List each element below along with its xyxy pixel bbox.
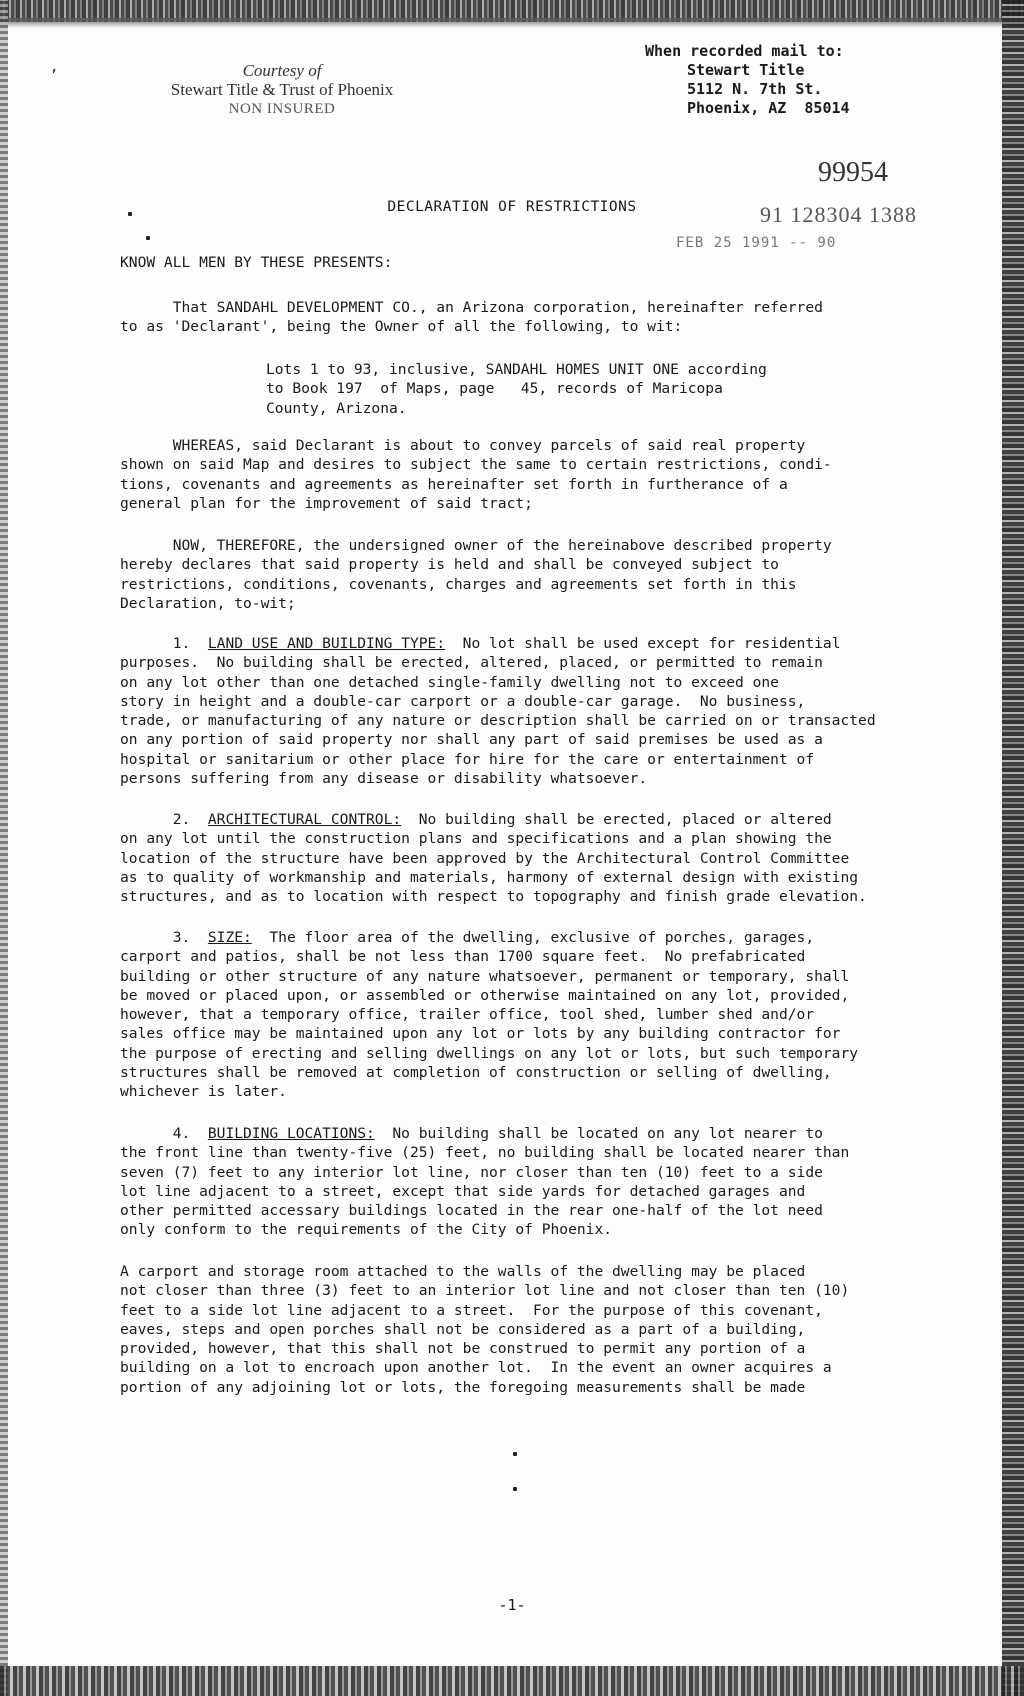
text-line: Declaration, to-wit; (120, 594, 296, 612)
text-line: as to quality of workmanship and materials, harmony of external design with existing (120, 868, 859, 886)
text-line: whichever is later. (120, 1083, 287, 1101)
text-line: not closer than three (3) feet to an interior lot line and not closer than ten (10) (120, 1282, 850, 1300)
text-line: on any lot until the construction plans and specifications and a plan showing the (120, 830, 832, 848)
text-line: the purpose of erecting and selling dwellings on any lot or lots, but such temporary (120, 1044, 859, 1062)
section-first-line (120, 810, 970, 829)
text-line: only conform to the requirements of the City of Phoenix. (120, 1221, 613, 1239)
mail-to-heading: When recorded mail to: (645, 42, 844, 60)
section-number: 4. (120, 1125, 208, 1142)
text-line: to as 'Declarant', being the Owner of all the following, to wit: (120, 318, 683, 336)
section-building-locations (120, 1124, 970, 1240)
mail-to-block (645, 42, 850, 118)
section-first-text: No building shall be erected, placed or altered (401, 811, 832, 828)
intro-line: KNOW ALL MEN BY THESE PRESENTS: (120, 254, 393, 271)
text-line: County, Arizona. (266, 399, 407, 417)
text-line: building or other structure of any nature whatsoever, permanent or temporary, shall (120, 967, 850, 985)
text-line: eaves, steps and open porches shall not be considered as a part of a building, (120, 1320, 806, 1338)
scan-edge-bottom (0, 1666, 1024, 1696)
scan-edge-right (1002, 0, 1024, 1696)
text-line: lot line adjacent to a street, except that side yards for detached garages and (120, 1182, 806, 1200)
para-declarant (120, 298, 970, 337)
punch-dot (513, 1487, 517, 1491)
para-lots (266, 360, 866, 418)
text-line: hospital or sanitarium or other place for hire for the care or entertainment of (120, 750, 815, 768)
recording-number-stamp: 91 128304 1388 (760, 202, 917, 227)
text-line: the front line than twenty-five (25) feet, no building shall be located nearer than (120, 1144, 850, 1162)
courtesy-line3: NON INSURED (228, 101, 336, 117)
section-first-text: No lot shall be used except for residential (445, 635, 841, 652)
section-first-line (120, 634, 970, 653)
text-line: story in height and a double-car carport or a double-car garage. No business, (120, 692, 806, 710)
section-first-line (120, 1124, 970, 1143)
scan-edge-left (0, 0, 8, 1696)
courtesy-line1: Courtesy of (242, 61, 322, 80)
section-first-text: The floor area of the dwelling, exclusive of porches, garages, (251, 929, 815, 946)
text-line: NOW, THEREFORE, the undersigned owner of the hereinabove described property (120, 537, 832, 554)
text-line: shown on said Map and desires to subject the same to certain restrictions, condi- (120, 456, 832, 474)
text-line: Lots 1 to 93, inclusive, SANDAHL HOMES UNIT ONE according (266, 361, 767, 378)
para-now-therefore (120, 536, 970, 613)
text-line: A carport and storage room attached to the walls of the dwelling may be placed (120, 1263, 806, 1280)
text-line: building on a lot to encroach upon another lot. In the event an owner acquires a (120, 1359, 832, 1377)
text-line: provided, however, that this shall not be construed to permit any portion of a (120, 1340, 806, 1358)
courtesy-line2: Stewart Title & Trust of Phoenix (170, 80, 394, 99)
text-line: WHEREAS, said Declarant is about to convey parcels of said real property (120, 437, 806, 454)
document-title: DECLARATION OF RESTRICTIONS (387, 199, 637, 215)
document-number-stamp: 99954 (818, 157, 888, 188)
text-line: structures shall be removed at completion of construction or selling of dwelling, (120, 1064, 832, 1082)
punch-dot (146, 236, 150, 240)
text-line: to Book 197 of Maps, page 45, records of Maricopa (266, 380, 723, 398)
text-line: general plan for the improvement of said tract; (120, 494, 533, 512)
text-line: persons suffering from any disease or disability whatsoever. (120, 770, 648, 788)
text-line: be moved or placed upon, or assembled or otherwise maintained on any lot, provided, (120, 986, 850, 1004)
page-number: -1- (498, 1596, 526, 1614)
section-heading: BUILDING LOCATIONS: (207, 1125, 375, 1142)
mail-to-line1: Stewart Title (687, 61, 805, 79)
punch-dot (128, 212, 132, 216)
section-heading: ARCHITECTURAL CONTROL: (207, 811, 402, 828)
text-line: hereby declares that said property is held and shall be conveyed subject to (120, 556, 779, 574)
section-number: 3. (120, 929, 208, 946)
text-line: however, that a temporary office, trailer office, tool shed, lumber shed and/or (120, 1006, 815, 1024)
recording-date-stamp: FEB 25 1991 -- 90 (676, 235, 837, 251)
section-heading: LAND USE AND BUILDING TYPE: (207, 635, 446, 652)
para-carport (120, 1262, 970, 1397)
section-number: 1. (120, 635, 208, 652)
section-first-line (120, 928, 970, 947)
text-line: sales office may be maintained upon any lot or lots by any building contractor for (120, 1025, 841, 1043)
text-line: structures, and as to location with respect to topography and finish grade elevation. (120, 888, 867, 906)
text-line: portion of any adjoining lot or lots, the foregoing measurements shall be made (120, 1378, 806, 1396)
punch-dot (513, 1452, 517, 1456)
section-size (120, 928, 970, 1102)
section-number: 2. (120, 811, 208, 828)
section-architectural-control (120, 810, 970, 906)
para-whereas (120, 436, 970, 513)
section-heading: SIZE: (207, 929, 252, 946)
mail-to-line2: 5112 N. 7th St. (687, 80, 823, 98)
text-line: on any portion of said property nor shall any part of said premises be used as a (120, 731, 823, 749)
text-line: feet to a side lot line adjacent to a street. For the purpose of this covenant, (120, 1301, 823, 1319)
section-land-use (120, 634, 970, 788)
mail-to-line3: Phoenix, AZ 85014 (687, 99, 850, 117)
scan-edge-top-fade (0, 18, 1024, 28)
text-line: other permitted accessary buildings located in the rear one-half of the lot need (120, 1202, 823, 1220)
text-line: purposes. No building shall be erected, altered, placed, or permitted to remain (120, 654, 823, 672)
text-line: location of the structure have been approved by the Architectural Control Committee (120, 849, 850, 867)
text-line: restrictions, conditions, covenants, charges and agreements set forth in this (120, 575, 797, 593)
section-first-text: No building shall be located on any lot nearer to (374, 1125, 823, 1142)
text-line: That SANDAHL DEVELOPMENT CO., an Arizona corporation, hereinafter referred (120, 299, 823, 316)
stray-mark: , (50, 59, 59, 75)
text-line: carport and patios, shall be not less than 1700 square feet. No prefabricated (120, 948, 806, 966)
text-line: on any lot other than one detached single-family dwelling not to exceed one (120, 673, 779, 691)
text-line: trade, or manufacturing of any nature or description shall be carried on or transacted (120, 712, 876, 730)
text-line: seven (7) feet to any interior lot line, nor closer than ten (10) feet to a side (120, 1163, 823, 1181)
text-line: tions, covenants and agreements as hereinafter set forth in furtherance of a (120, 475, 788, 493)
